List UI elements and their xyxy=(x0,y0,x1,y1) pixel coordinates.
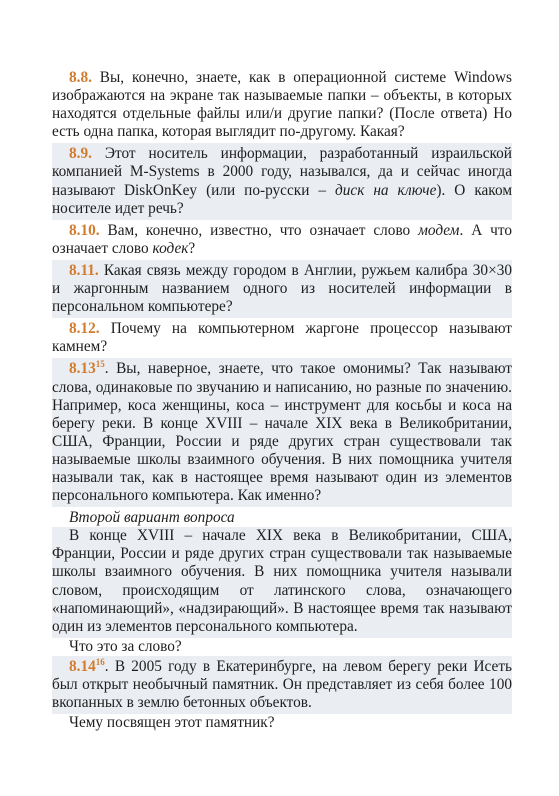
question-8-12 xyxy=(52,318,512,358)
question-text: Вам, конечно, известно, что означает слово xyxy=(99,221,419,239)
question-text: . Вы, наверное, знаете, что такое омонимы? Так называют слова, одинаковые по звучанию и написанию, но разные по значению. Например, коса женщины, коса – инструмент для косьбы и коса на берегу реки. В конце XVIII – начале XIX века в Великобритании, США, Франции, России и ряде других стран существовали так называемые школы взаимного обучения. В них помощника учителя называли так, как в настоящее время называют один из элементов персонального компьютера. Как именно? xyxy=(52,360,512,505)
question-number: 8.13 xyxy=(69,360,96,378)
footnote-mark: 15 xyxy=(95,359,105,370)
question-number: 8.10. xyxy=(69,221,100,239)
question-italic: кодек xyxy=(152,239,189,257)
question-text: ? xyxy=(188,239,196,257)
variant-followup: Что это за слово? xyxy=(69,637,182,655)
question-8-14 xyxy=(52,656,512,714)
question-8-9 xyxy=(52,143,512,219)
question-8-10 xyxy=(52,220,512,260)
question-text: Почему на компьютерном жаргоне процессор называют камнем? xyxy=(52,320,512,356)
question-number: 8.9. xyxy=(69,145,92,163)
footnote-mark: 16 xyxy=(95,656,105,667)
question-text: ). О каком носителе идет речь? xyxy=(52,181,513,217)
question-text: Вы, конечно, знаете, как в операционной системе Windows изображаются на экране так называемые папки – объекты, в которых находятся отдельные файлы или/и другие папки? (После ответа) Но есть одна папка, которая выглядит по-другому. Какая? xyxy=(52,69,512,141)
page-text xyxy=(52,67,512,732)
question-text: Этот носитель информации, разработанный израильской компанией M-Systems в 2000 году, назывался, да и сейчас иногда называют DiskOnKey (или по-русски – xyxy=(52,145,512,199)
question-text: . В 2005 году в Екатеринбурге, на левом берегу реки Исеть был открыт необычный памятник. Он представляет из себя более 100 вкопанных в землю бетонных объектов. xyxy=(52,657,512,712)
question-number: 8.12. xyxy=(69,320,100,338)
question-italic: диск на ключе xyxy=(335,181,437,199)
question-italic: модем xyxy=(418,221,460,239)
variant-title: Второй вариант вопроса xyxy=(69,509,235,527)
question-8-8 xyxy=(52,67,512,143)
variant-text: В конце XVIII – начале XIX века в Великобритании, США, Франции, России и ряде других стран существовали так называемые школы взаимного обучения. В них помощника учителя называли словом, происходящим от латинского слова, означающего «напоминающий», «надзирающий». В настоящее время так называют один из элементов персонального компьютера. xyxy=(52,527,512,638)
question-8-13 xyxy=(52,358,512,507)
question-8-11 xyxy=(52,260,512,318)
question-number: 8.11. xyxy=(69,261,99,279)
question-number: 8.14 xyxy=(69,657,96,675)
question-followup: Чему посвящен этот памятник? xyxy=(69,714,275,732)
question-number: 8.8. xyxy=(69,69,92,86)
question-text: Какая связь между городом в Англии, ружьем калибра 30×30 и жаргонным названием одного из носителей информации в персональном компьютере? xyxy=(52,261,512,316)
question-text: . А что означает слово xyxy=(52,221,512,257)
